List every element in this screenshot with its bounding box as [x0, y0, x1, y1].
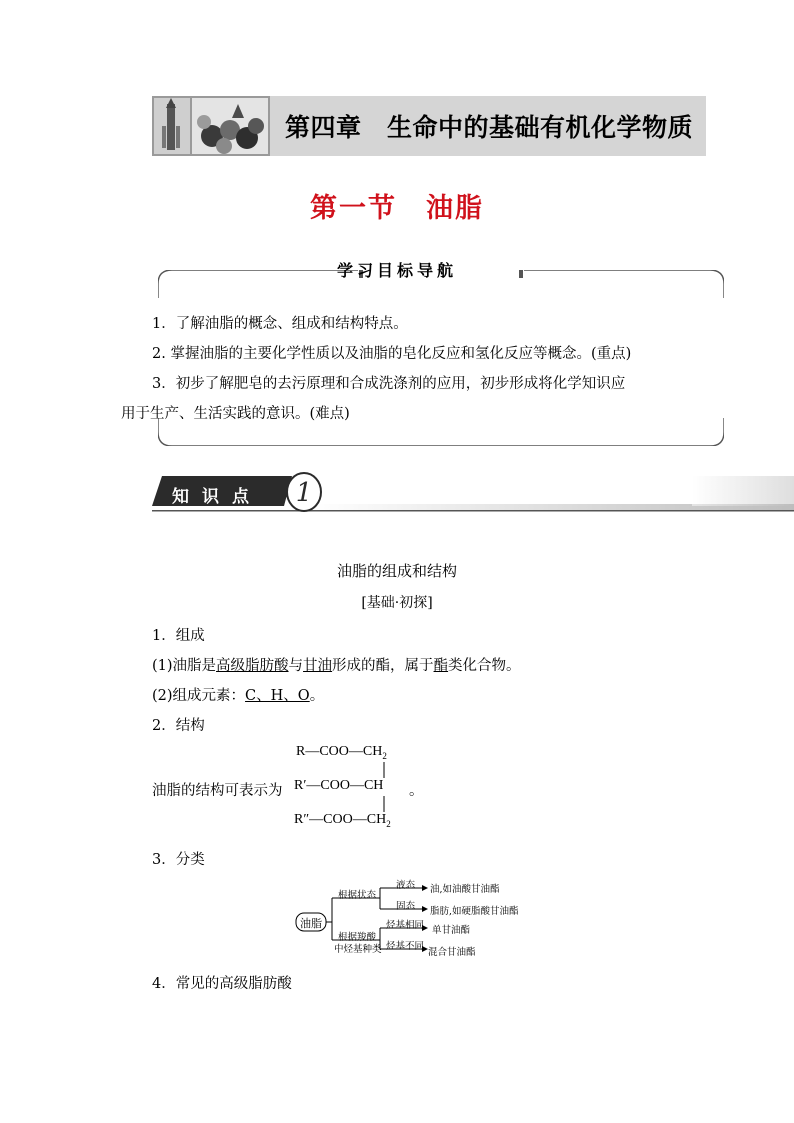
chapter-title: 第四章 生命中的基础有机化学物质	[285, 113, 694, 142]
objectives-heading: 学习目标导航	[336, 261, 457, 280]
formula-row: $R—COO—CH_2$	[296, 744, 387, 761]
formula-prefix: 油脂的结构可表示为	[152, 783, 283, 799]
diagram-cond-liquid: 液态	[396, 880, 416, 891]
diagram-cond-different: 烃基不同	[386, 941, 425, 952]
diagram-leaf-simple: 单甘油酯	[432, 925, 471, 936]
triglyceride-structure-formula	[296, 740, 426, 830]
diagram-branch-acid: 根据羧酸	[338, 932, 377, 943]
objective-item: 2. 掌握油脂的主要化学性质以及油脂的皂化反应和氢化反应等概念。(重点)	[152, 346, 632, 362]
heading-classification: 3．分类	[152, 852, 205, 868]
diagram-root: 油脂	[300, 917, 322, 930]
objective-item-continuation: 用于生产、生活实践的意识。(难点)	[121, 406, 350, 422]
composition-definition: (1)油脂是高级脂肪酸与甘油形成的酯，属于酯类化合物。	[152, 658, 521, 674]
section-title: 第一节 油脂	[310, 193, 484, 224]
knowledge-point-label: 知识点	[172, 487, 262, 507]
heading-fatty-acids: 4．常见的高级脂肪酸	[152, 976, 292, 992]
heading-composition: 1．组成	[152, 628, 205, 644]
diagram-branch-acid-2: 中烃基种类	[334, 944, 382, 955]
composition-elements: (2)组成元素：C、H、O。	[152, 688, 325, 704]
formula-bonds	[296, 740, 426, 830]
diagram-branch-state: 根据状态	[338, 890, 377, 901]
diagram-cond-solid: 固态	[396, 901, 416, 912]
chapter-banner-image	[152, 96, 270, 156]
objective-item: 3．初步了解肥皂的去污原理和合成洗涤剂的应用，初步形成将化学知识应	[152, 376, 626, 392]
diagram-leaf-mixed: 混合甘油酯	[428, 947, 476, 958]
formula-suffix: 。	[409, 783, 424, 799]
topic-subtitle: [基础·初探]	[361, 595, 433, 611]
topic-title: 油脂的组成和结构	[336, 562, 457, 580]
diagram-leaf-oil: 油,如油酸甘油酯	[430, 884, 500, 895]
formula-row: R′—COO—CH	[294, 778, 384, 793]
diagram-cond-same: 烃基相同	[386, 920, 425, 931]
objective-item: 1．了解油脂的概念、组成和结构特点。	[152, 316, 408, 332]
diagram-leaf-fat: 脂肪,如硬脂酸甘油酯	[430, 906, 519, 917]
formula-row: $R''—COO—CH_2$	[294, 812, 391, 829]
knowledge-point-number: 1	[295, 478, 313, 508]
classification-diagram	[292, 876, 542, 962]
heading-structure: 2．结构	[152, 718, 205, 734]
